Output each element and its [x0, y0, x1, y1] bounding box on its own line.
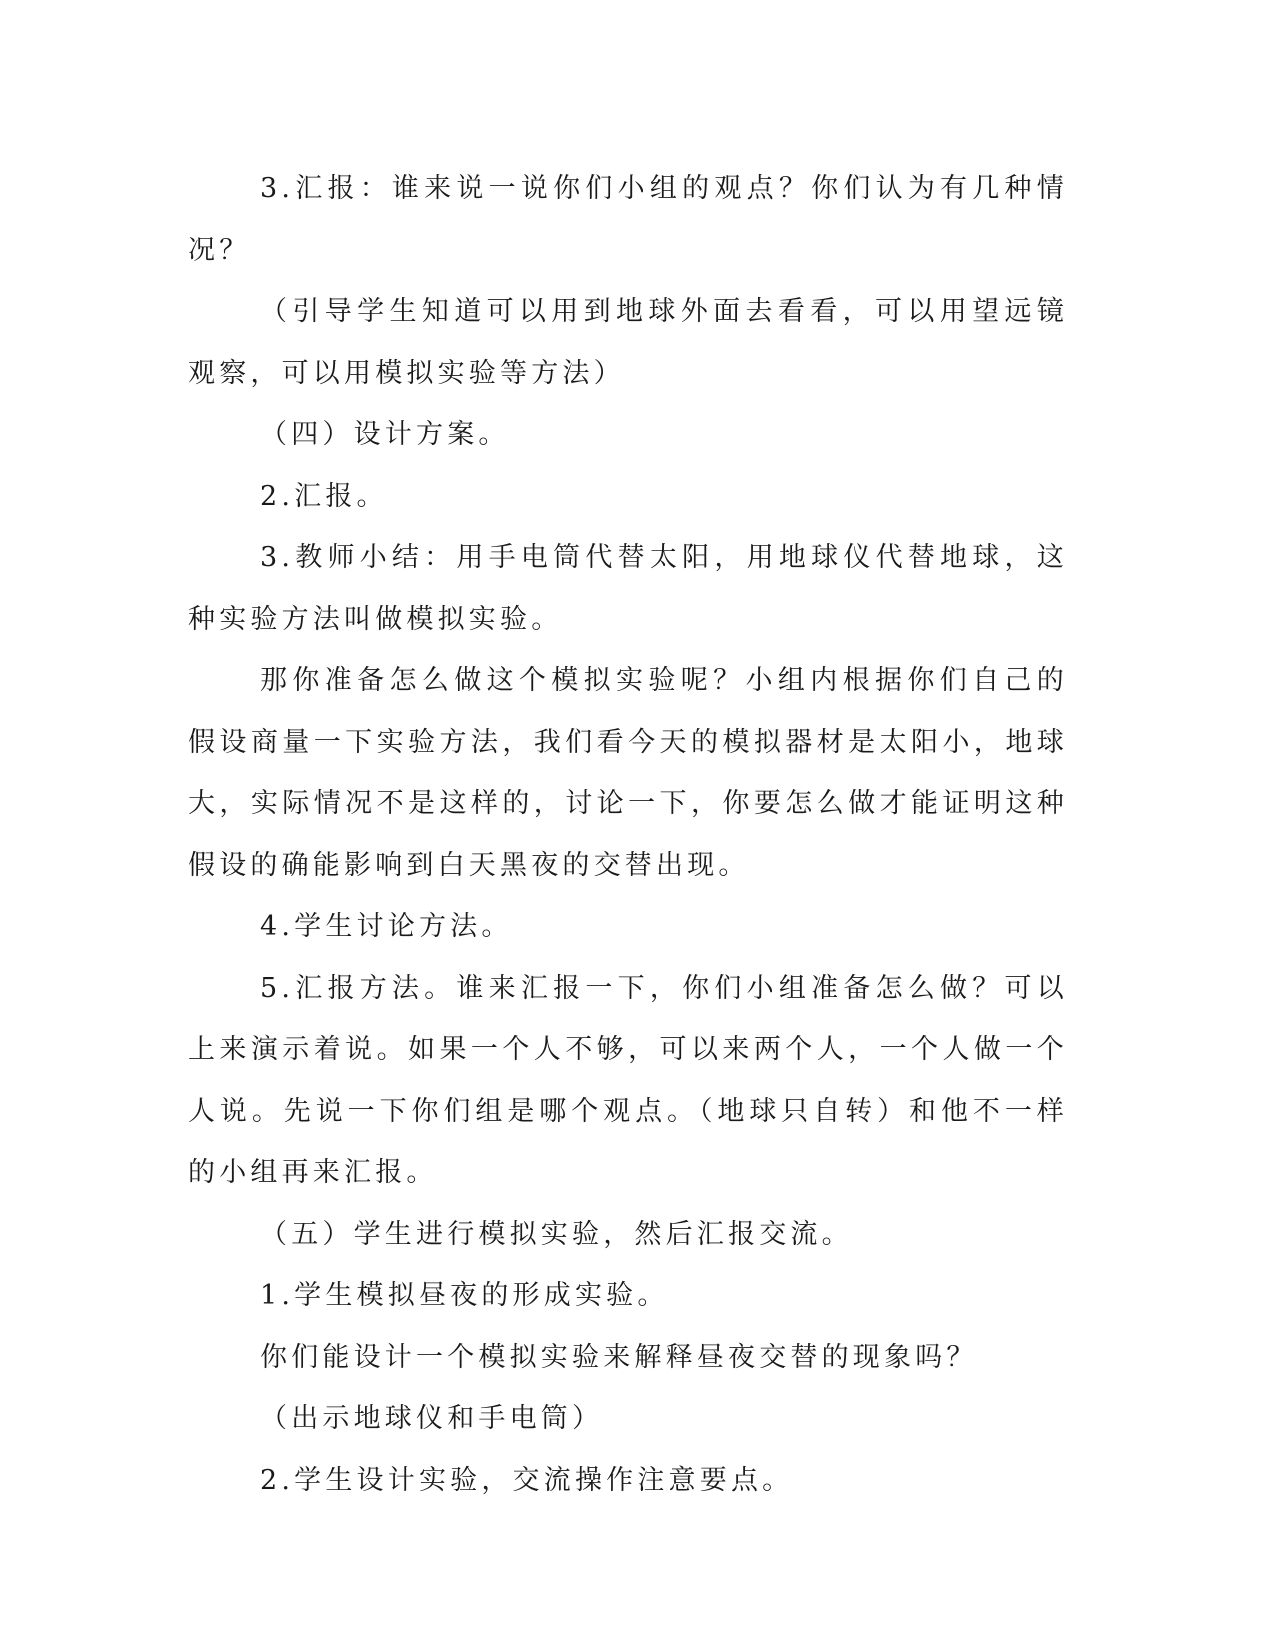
- paragraph-day-night-experiment: 1.学生模拟昼夜的形成实验。: [260, 1280, 669, 1311]
- paragraph-teacher-summary: 3.教师小结：用手电筒代替太阳，用地球仪代替地球，这种实验方法叫做模拟实验。: [188, 542, 1068, 635]
- section-heading-simulation-experiment: （五）学生进行模拟实验，然后汇报交流。: [260, 1218, 853, 1250]
- paragraph-report-methods: 5.汇报方法。谁来汇报一下，你们小组准备怎么做？可以上来演示着说。如果一个人不够，可以来两个人，一个人做一个人说。先说一下你们组是哪个观点。（地球只自转）和他不一样的小组再来汇报。: [188, 972, 1068, 1188]
- section-heading-design-plan: （四）设计方案。: [260, 419, 510, 450]
- document-page: [188, 158, 1068, 1511]
- paragraph-guide-methods: （引导学生知道可以用到地球外面去看看，可以用望远镜观察，可以用模拟实验等方法）: [188, 296, 1068, 389]
- paragraph-report: 2.汇报。: [260, 480, 388, 512]
- paragraph-design-question: 你们能设计一个模拟实验来解释昼夜交替的现象吗？: [260, 1341, 978, 1373]
- paragraph-show-equipment: （出示地球仪和手电筒）: [260, 1403, 604, 1434]
- paragraph-simulation-discussion: 那你准备怎么做这个模拟实验呢？小组内根据你们自己的假设商量一下实验方法，我们看今天的模拟器材是太阳小，地球大，实际情况不是这样的，讨论一下，你要怎么做才能证明这种假设的确能影响到白天黑夜的交替出现。: [188, 665, 1068, 881]
- paragraph-student-discussion: 4.学生讨论方法。: [260, 911, 513, 942]
- paragraph-design-experiment: 2.学生设计实验，交流操作注意要点。: [260, 1464, 794, 1496]
- paragraph-report-viewpoints: 3.汇报：谁来说一说你们小组的观点？你们认为有几种情况？: [188, 173, 1068, 266]
